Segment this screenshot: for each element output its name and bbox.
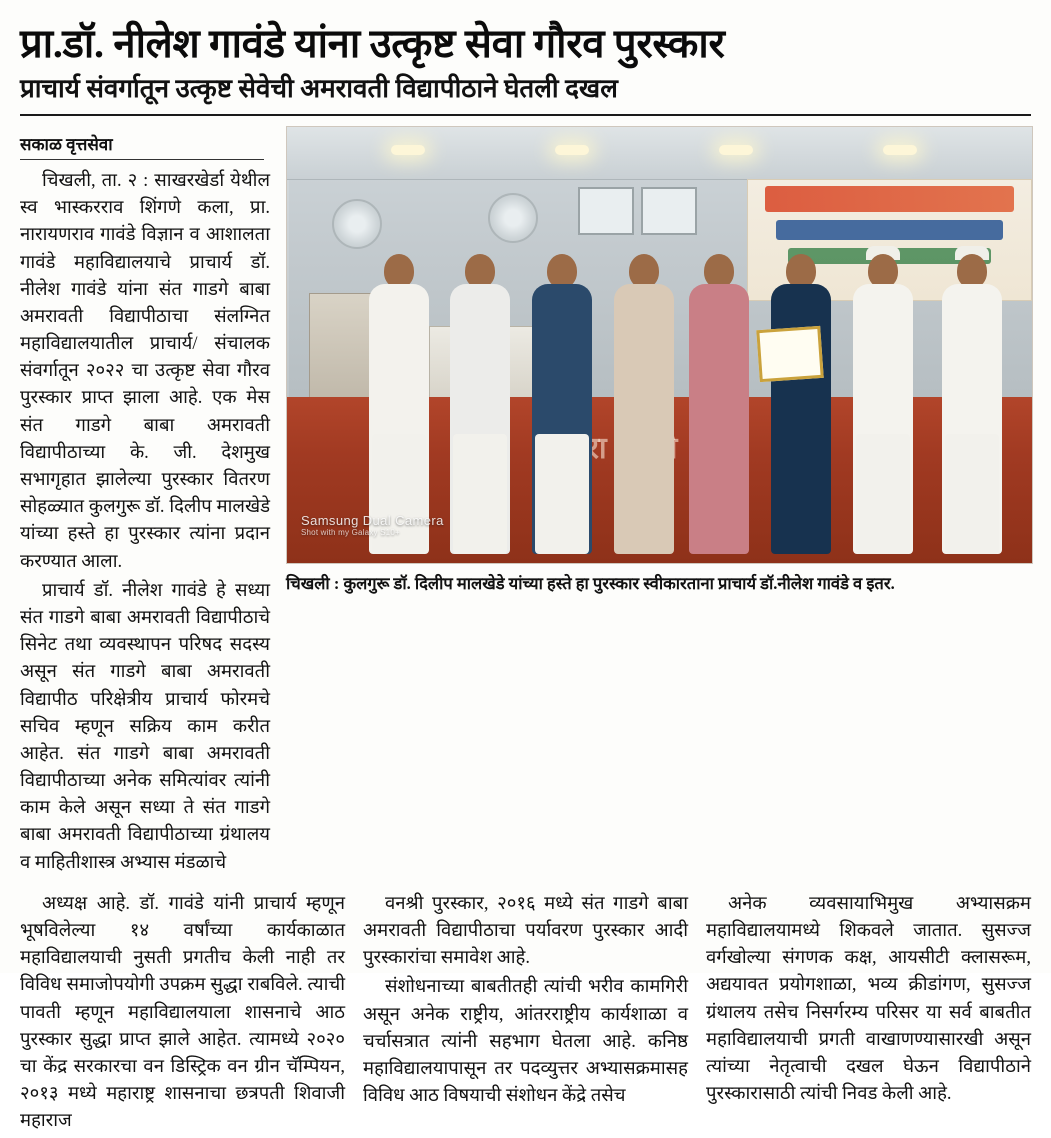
article-upper-section [20, 126, 1031, 879]
body-column-1 [20, 891, 345, 1138]
wall-vent [641, 187, 697, 235]
wall-fan-icon [332, 199, 382, 249]
camera-watermark [301, 513, 444, 537]
person-figure [362, 254, 436, 554]
person-head [629, 254, 659, 288]
paragraph: संशोधनाच्या बाबतीतही त्यांची भरीव कामगिरी असून अनेक राष्ट्रीय, आंतरराष्ट्रीय कार्यशाळा व चर्चासत्रात त्यांनी सहभाग घेतला आहे. कनिष्ठ महाविद्यालयापासून तर पदव्युत्तर अभ्यासक्रमासह विविध आठ विषयाची संशोधन केंद्रे तसेच [363, 977, 688, 1107]
body-column-3 [706, 891, 1031, 1138]
person-figure [846, 254, 920, 554]
person-head [868, 254, 898, 288]
photo-caption: चिखली : कुलगुरू डॉ. दिलीप मालखेडे यांच्या हस्ते हा पुरस्कार स्वीकारताना प्राचार्य डॉ.नीलेश गावंडे व इतर. [286, 573, 895, 593]
paragraph: अनेक व्यवसायाभिमुख अभ्यासक्रम महाविद्यालयामध्ये शिकवले जातात. सुसज्ज वर्गखोल्या संगणक कक्ष, आयसीटी क्लासरूम, अद्ययावत प्रयोगशाळा, भव्य क्रीडांगण, सुसज्ज ग्रंथालय तसेच निसर्गरम्य परिसर या सर्व बाबतीत महाविद्यालयाची प्रगती वाखाणण्यासारखी असून त्यांच्या नेतृत्वाची दखल घेऊन विद्यापीठाने पुरस्कारासाठी त्यांची निवड केली आहे. [706, 893, 1031, 1105]
article-lower-columns [20, 891, 1031, 1138]
person-head [465, 254, 495, 288]
person-head [547, 254, 577, 288]
person-head [957, 254, 987, 288]
byline: सकाळ वृत्तसेवा [20, 134, 113, 154]
person-figure [935, 254, 1009, 554]
lead-column [20, 126, 270, 879]
camera-watermark-subtext: Shot with my Galaxy S10+ [301, 527, 400, 537]
article-photo [286, 126, 1033, 564]
photo-block [286, 126, 1031, 594]
person-legs [856, 434, 910, 554]
wall-fan-icon [488, 193, 538, 243]
ceiling-light-icon [391, 145, 425, 155]
person-figure-awardee [764, 254, 838, 554]
lead-paragraph-1: चिखली, ता. २ : साखरखेर्डा येथील स्व भास्करराव शिंगणे कला, प्रा. नारायणराव गावंडे विज्ञान व आशालता गावंडे महाविद्यालयाचे प्राचार्य डॉ. नीलेश गावंडे यांना संत गाडगे बाबा अमरावती विद्यापीठाचा संलग्नित महाविद्यालयातील प्राचार्य/ संचालक संवर्गातून २०२२ चा उत्कृष्ट सेवा गौरव पुरस्कार प्राप्त झाला आहे. एक मेस संत गाडगे बाबा अमरावती विद्यापीठाच्या के. जी. देशमुख सभागृहात झालेल्या पुरस्कार वितरण सोहळ्यात कुलगुरू डॉ. दिलीप मालखेडे यांच्या हस्ते हा पुरस्कार त्यांना प्रदान करण्यात आला. [20, 170, 270, 572]
banner-stripe [776, 220, 1003, 240]
person-legs [453, 434, 507, 554]
headline-divider [20, 114, 1031, 116]
lead-paragraph-2: प्राचार्य डॉ. नीलेश गावंडे हे सध्या संत गाडगे बाबा अमरावती विद्यापीठाचे सिनेट तथा व्यवस्थापन परिषद सदस्य असून संत गाडगे बाबा अमरावती विद्यापीठ परिक्षेत्रीय प्राचार्य फोरमचे सचिव म्हणून सक्रिय काम करीत आहेत. संत गाडगे बाबा अमरावती विद्यापीठाच्या अनेक समित्यांवर त्यांनी काम केले असून सध्या ते संत गाडगे बाबा अमरावती विद्यापीठाच्या ग्रंथालय व माहितीशास्त्र अभ्यास मंडळाचे [20, 580, 270, 873]
camera-watermark-text: Samsung Dual Camera [301, 512, 444, 528]
sub-headline: प्राचार्य संवर्गातून उत्कृष्ट सेवेची अमरावती विद्यापीठाने घेतली दखल [20, 73, 618, 103]
person-legs [535, 434, 589, 554]
page-title: प्रा.डॉ. नीलेश गावंडे यांना उत्कृष्ट सेवा गौरव पुरस्कार [20, 21, 725, 66]
ceiling-light-icon [719, 145, 753, 155]
person-legs [774, 434, 828, 554]
person-head [704, 254, 734, 288]
person-head [384, 254, 414, 288]
wall-vent [578, 187, 634, 235]
banner-stripe [765, 186, 1014, 212]
person-head [786, 254, 816, 288]
byline-divider [20, 159, 264, 160]
ceiling-light-icon [883, 145, 917, 155]
person-figure [443, 254, 517, 554]
person-figure [525, 254, 599, 554]
award-certificate [756, 326, 823, 382]
paragraph: अध्यक्ष आहे. डॉ. गावंडे यांनी प्राचार्य म्हणून भूषविलेल्या १४ वर्षांच्या कार्यकाळात महाविद्यालयाची नुसती प्रगतीच केली नाही तर विविध समाजोपयोगी उपक्रम सुद्धा राबविले. त्याची पावती म्हणून महाविद्यालयाला शासनाचे आठ पुरस्कार सुद्धा प्राप्त झाले आहेत. त्यामध्ये २०२० चा केंद्र सरकारचा वन डिस्ट्रिक वन ग्रीन चॅम्पियन, २०१३ मध्ये महाराष्ट्र शासनाचा छत्रपती शिवाजी महाराज [20, 893, 345, 1132]
lead-text [20, 168, 270, 877]
person-figure [682, 254, 756, 554]
body-column-2 [363, 891, 688, 1138]
paragraph: वनश्री पुरस्कार, २०१६ मध्ये संत गाडगे बाबा अमरावती विद्यापीठाचा पर्यावरण पुरस्कार आदी पुरस्कारांचा समावेश आहे. [363, 893, 688, 969]
person-legs [945, 434, 999, 554]
person-legs [692, 434, 746, 554]
ceiling-light-icon [555, 145, 589, 155]
person-figure [607, 254, 681, 554]
person-legs [617, 434, 671, 554]
